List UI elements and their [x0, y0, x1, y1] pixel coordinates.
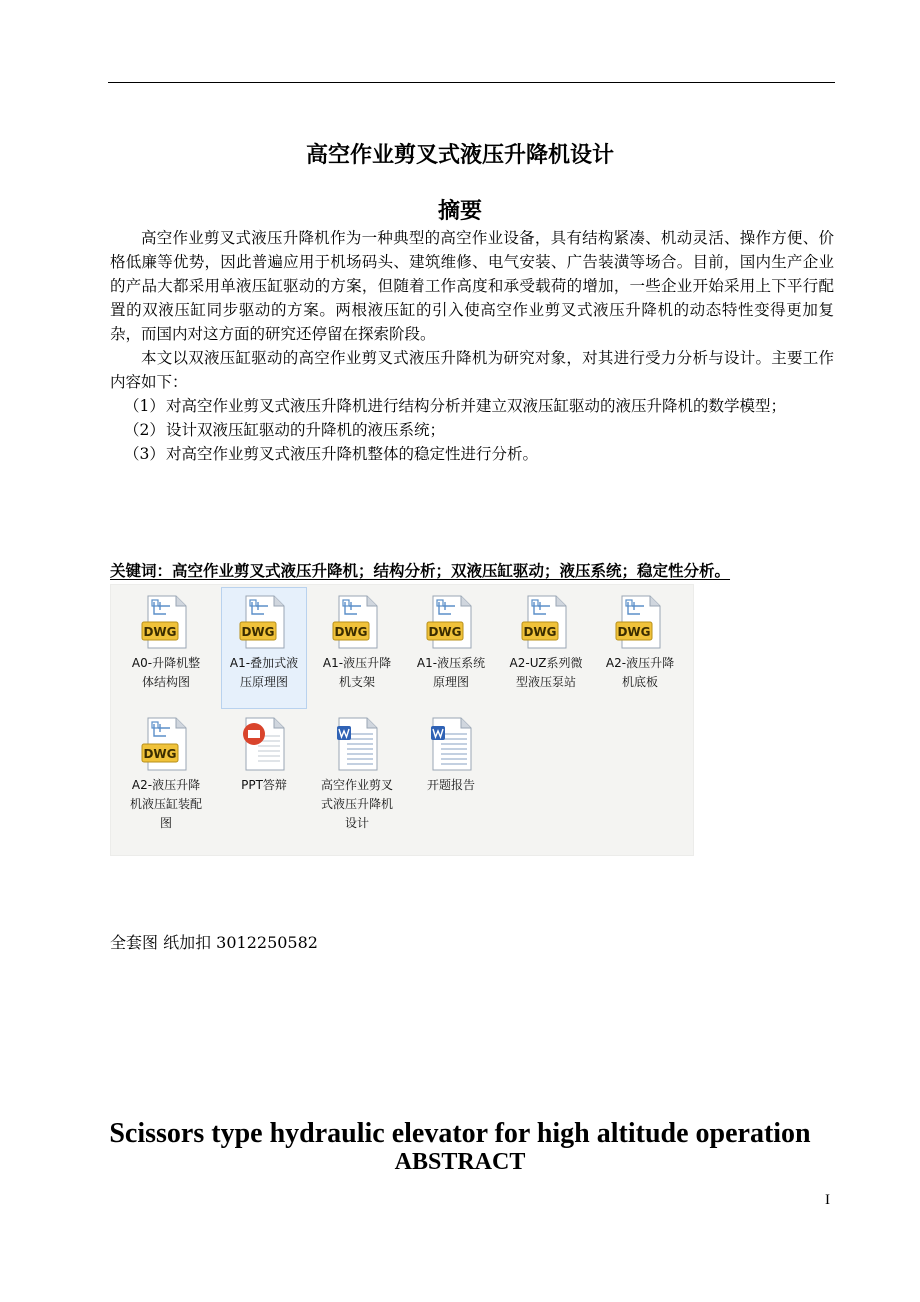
keywords-line: 关键词：高空作业剪叉式液压升降机；结构分析；双液压缸驱动；液压系统；稳定性分析。 — [110, 562, 731, 580]
list-number: （3） — [124, 445, 165, 463]
list-text: 对高空作业剪叉式液压升降机整体的稳定性进行分析。 — [166, 445, 539, 463]
dwg-file-icon — [136, 592, 196, 652]
file-label: A0-升降机整体结构图 — [131, 656, 201, 689]
file-label: A1-液压升降机支架 — [322, 656, 392, 689]
list-item — [110, 394, 834, 418]
english-title: Scissors type hydraulic elevator for high altitude operation — [109, 1118, 811, 1149]
file-label: 高空作业剪叉式液压升降机设计 — [320, 778, 393, 830]
ppt-file-icon — [234, 714, 294, 774]
dwg-badge-text: DWG — [428, 625, 462, 639]
file-item[interactable] — [314, 709, 400, 831]
list-item — [110, 418, 834, 442]
dwg-file-icon — [421, 592, 481, 652]
abstract-heading: 摘要 — [437, 199, 482, 224]
file-item[interactable] — [221, 587, 307, 709]
file-label: A1-液压系统原理图 — [416, 656, 486, 689]
dwg-file-icon — [610, 592, 670, 652]
list-item — [110, 442, 834, 466]
dwg-file-icon — [516, 592, 576, 652]
word-file-icon — [421, 714, 481, 774]
file-label: A2-液压升降机液压缸装配图 — [129, 778, 202, 830]
dwg-file-icon — [136, 714, 196, 774]
file-item[interactable] — [408, 709, 494, 831]
dwg-badge-text: DWG — [241, 625, 275, 639]
abstract-body — [110, 226, 834, 466]
file-item[interactable] — [123, 709, 209, 831]
dwg-badge-text: DWG — [143, 625, 177, 639]
dwg-file-icon — [327, 592, 387, 652]
file-explorer-panel — [110, 584, 694, 856]
file-label: A1-叠加式液压原理图 — [229, 656, 299, 689]
list-number: （2） — [124, 421, 165, 439]
page-number: I — [825, 1192, 830, 1208]
word-file-icon — [327, 714, 387, 774]
file-item[interactable] — [221, 709, 307, 831]
document-title: 高空作业剪叉式液压升降机设计 — [305, 143, 614, 168]
list-number: （1） — [124, 397, 165, 415]
file-label: A2-UZ系列微型液压泵站 — [509, 656, 583, 689]
file-label: PPT答辩 — [241, 778, 287, 792]
list-text: 设计双液压缸驱动的升降机的液压系统； — [166, 421, 446, 439]
header-rule — [108, 82, 835, 83]
abstract-paragraph-2: 本文以双液压缸驱动的高空作业剪叉式液压升降机为研究对象，对其进行受力分析与设计。主要工作内容如下： — [110, 349, 834, 391]
list-text: 对高空作业剪叉式液压升降机进行结构分析并建立双液压缸驱动的液压升降机的数学模型； — [166, 397, 787, 415]
english-abstract-heading: ABSTRACT — [394, 1149, 526, 1175]
file-item[interactable] — [314, 587, 400, 709]
file-item[interactable] — [408, 587, 494, 709]
file-item[interactable] — [503, 587, 589, 709]
dwg-badge-text: DWG — [143, 747, 177, 761]
file-item[interactable] — [123, 587, 209, 709]
footer-note: 全套图 纸加扣 3012250582 — [110, 933, 318, 952]
work-content-list — [110, 394, 834, 466]
file-label: A2-液压升降机底板 — [605, 656, 675, 689]
dwg-badge-text: DWG — [334, 625, 368, 639]
file-item[interactable] — [597, 587, 683, 709]
dwg-file-icon — [234, 592, 294, 652]
file-label: 开题报告 — [426, 778, 475, 792]
abstract-paragraph-1: 高空作业剪叉式液压升降机作为一种典型的高空作业设备，具有结构紧凑、机动灵活、操作方便、价格低廉等优势，因此普遍应用于机场码头、建筑维修、电气安装、广告装潢等场合。目前，国内生产企业的产品大都采用单液压缸驱动的方案，但随着工作高度和承受载荷的增加，一些企业开始采用上下平行配置的双液压缸同步驱动的方案。两根液压缸的引入使高空作业剪叉式液压升降机的动态特性变得更加复杂，而国内对这方面的研究还停留在探索阶段。 — [110, 229, 834, 343]
dwg-badge-text: DWG — [617, 625, 651, 639]
dwg-badge-text: DWG — [523, 625, 557, 639]
